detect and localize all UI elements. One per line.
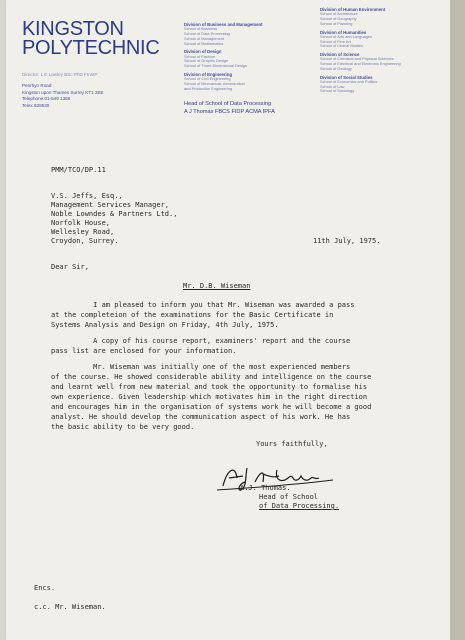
letterhead-address xyxy=(22,72,104,109)
letter-date: 11th July, 1975. xyxy=(313,237,381,245)
address-line: Kingston upon Thames Surrey KT1 2EE xyxy=(22,89,104,95)
signer-title: Head of School xyxy=(259,493,319,501)
school-item: School of Graphic Design xyxy=(184,58,229,64)
school-item: School of Management xyxy=(184,35,225,41)
logo-line-2: POLYTECHNIC xyxy=(22,37,160,59)
page-edge xyxy=(450,0,465,640)
school-item: School of Arts and Languages xyxy=(320,33,372,39)
division-title: Division of Design xyxy=(184,49,222,55)
division-group xyxy=(320,30,401,50)
school-item: School of Fine Art xyxy=(320,38,351,44)
school-item: School of Economics and Politics xyxy=(320,78,378,84)
division-group xyxy=(320,75,401,95)
school-item: School of Mathematics xyxy=(184,40,224,46)
paragraph-3: Mr. Wiseman was initially one of the most experienced members of the course. He showed considerable ability and intelligence on the course and learnt well from new material and took the opportunity to formalise his own experience. Given leadership which motivates him in the right direction and encourages him in the organisation of systems work he will become a good analyst. He should develop the communication aspect of his work. He has the basic ability to be very good. xyxy=(51,363,372,431)
salutation: Dear Sir, xyxy=(51,263,89,271)
school-item: School of Architecture xyxy=(320,11,358,17)
division-title: Division of Social Studies xyxy=(320,74,373,80)
recipient-line: Wellesley Road, xyxy=(51,228,115,236)
address-line: Telex 928530 xyxy=(22,102,50,108)
school-item: School of Fashion xyxy=(184,53,216,59)
enclosures-note: Encs. xyxy=(34,584,56,592)
division-title: Division of Engineering xyxy=(184,71,232,77)
school-item: School of Electrical and Electronic Engineering xyxy=(320,61,401,67)
division-group xyxy=(320,7,401,27)
recipient-line: Noble Lowndes & Partners Ltd., xyxy=(51,210,178,218)
school-item: School of Data Processing xyxy=(184,31,230,37)
head-name: A J Thomas FBCS FIDP ACMA IPFA xyxy=(184,109,275,115)
carbon-copy-note: c.c. Mr. Wiseman. xyxy=(34,603,106,611)
recipient-line: Croydon, Surrey. xyxy=(51,237,119,245)
division-title: Division of Human Environment xyxy=(320,7,386,12)
school-item: School of Geography xyxy=(320,16,357,22)
division-title: Division of Business and Management xyxy=(184,22,263,27)
school-item: School of Planning xyxy=(320,20,353,26)
school-item: School of Three Dimensional Design xyxy=(184,63,248,69)
division-group xyxy=(320,52,401,72)
division-column-1 xyxy=(184,22,263,94)
address-line: Telephone 01-549 1366 xyxy=(22,96,71,102)
paragraph-2: A copy of his course report, examiners' report and the course pass list are enclosed for your information. xyxy=(51,337,351,355)
head-title: Head of School of Data Processing xyxy=(184,101,272,107)
division-column-2 xyxy=(320,7,401,97)
paragraph-1: I am pleased to inform you that Mr. Wiseman was awarded a pass at the completeion of the examinations for the Basic Certificate in Systems Analysis and Design on Friday, 4th July, 1975. xyxy=(51,301,355,329)
division-group xyxy=(184,49,263,69)
head-of-school-block xyxy=(184,100,275,116)
director-line: Director: L E Lawley BSc PhD FInstP xyxy=(22,72,98,77)
recipient-line: Norfolk House, xyxy=(51,219,111,227)
institution-logo xyxy=(22,20,159,58)
subject-line: Mr. D.B. Wiseman xyxy=(183,282,251,290)
division-title: Division of Science xyxy=(320,52,360,58)
school-item: School of Geology xyxy=(320,65,352,71)
division-title: Division of Humanities xyxy=(320,29,367,35)
reference-code: PMM/TCO/DP.11 xyxy=(51,166,106,174)
recipient-line: Management Services Manager, xyxy=(51,201,170,209)
school-item: School of Chemical and Physical Sciences xyxy=(320,56,394,62)
closing: Yours faithfully, xyxy=(256,440,328,448)
school-item: School of Business xyxy=(184,26,218,32)
logo-line-1: KINGSTON xyxy=(22,18,124,40)
school-item: School of Civil Engineering xyxy=(184,76,231,82)
school-item: School of Law xyxy=(320,83,345,89)
signer-title: of Data Processing. xyxy=(259,502,340,510)
address-line: Penrhyn Road xyxy=(22,83,52,89)
division-group xyxy=(184,72,263,92)
school-item: School of Liberal Studies xyxy=(320,43,364,49)
recipient-line: V.S. Jeffs, Esq., xyxy=(51,192,123,200)
division-group xyxy=(184,22,263,46)
school-item: School of Mechanical, Aeronautical xyxy=(184,80,245,86)
school-item: School of Sociology xyxy=(320,88,355,94)
signer-name: A.J. Thomas. xyxy=(240,484,291,492)
school-item: and Production Engineering xyxy=(184,85,233,91)
